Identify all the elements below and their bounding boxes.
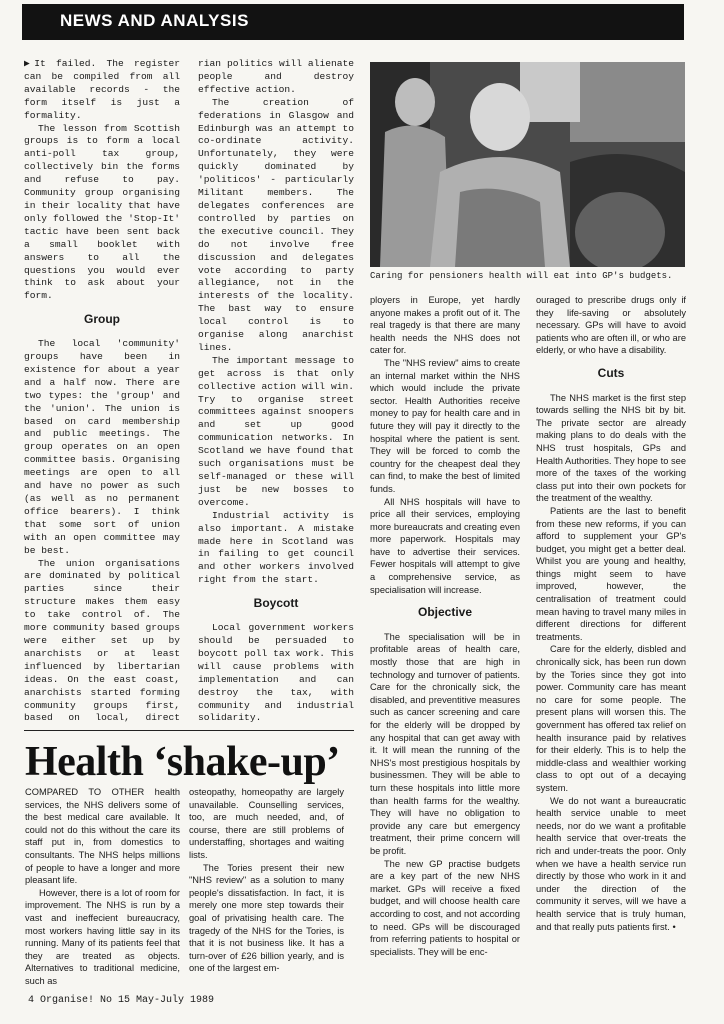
col3-para-1: ployers in Europe, yet hardly anyone makes a profit out of it. The real tragedy is that there are many health needs the NHS does not cater for. [370, 295, 520, 356]
subhead-group: Group [84, 312, 120, 327]
col3-para-2: The "NHS review" aims to create an internal market within the NHS which would include the private sector. Health Authorities receive money to pay for health care and in future they will pay it directly to the hospital where the patient is sent. They will be forced to comb the country for the cheapest deal they can find, to make the best of limited funds. [370, 357, 520, 494]
col2-para-3: The important message to get across is that only collective action will win. Try to organise street committees against snoopers and set up good communication networks. In Scotland we have found that such organisations must be self-managed or these will just be new bosses to overcome. [198, 354, 354, 508]
nhs-column-3 [370, 294, 520, 994]
section-title: NEWS AND ANALYSIS [60, 11, 249, 30]
health-column-2 [189, 786, 344, 986]
col3-para-4: The specialisation will be in profitable areas of health care, mostly those that are high in technology and turnover of patients. Care for the chronically sick, the disabled, and preventitive measures such as cancer screening and care for the elderly will be dropped by any hospital that can get away with it. It will mean the running of the NHS's most prestigious hospitals by businessmen. They will be able to turn these hospitals into little more than health farms for the wealthy. They will have no obligation to provide any care but emergency treatment, their prime concern will be profit. [370, 631, 520, 856]
end-mark-icon: • [672, 921, 676, 932]
subhead-objective: Objective [417, 605, 473, 620]
page-footer: 4 Organise! No 15 May-July 1989 [28, 995, 215, 1006]
col1-para-4: The union organisations are dominated by political parties since their structure makes them easy to take control of. The more community based groups were either set up by anarchists or at least influenced by libertarian ideas. On the east coast, anarchists started forming community groups first, based on local, direct [24, 557, 180, 723]
col2-para-4: Industrial activity is also important. A mistake made here in Scotland was in failing to get council and other workers involved right from the start. [198, 509, 354, 586]
col3-para-3: All NHS hospitals will have to price all their services, employing more bureaucrats and creating even more paperwork. Hospitals may have to advertise their services. Fewer hospitals will attempt to give a comprehensive service, as specialisation will increase. [370, 496, 520, 595]
health-column-1 [25, 786, 180, 986]
col4-para-4: Care for the elderly, disbled and chronically sick, has been run down by the Tories since they got into power. Community care has meant no care for some people. The present plans will worsen this. The government has offered tax relief on health insurance paid by relatives for their elderly. This is to help the middle-class and wealthier working class to opt out of a decaying system. [536, 644, 686, 793]
col4-para-1: ouraged to prescribe drugs only if they life-saving or absolutely necessary. GPs will have to avoid patients who are often ill, or who are elderly, or who have a disability. [536, 295, 686, 356]
photo-caption: Caring for pensioners health will eat into GP's budgets. [370, 271, 673, 281]
col3-para-5: The new GP practise budgets are a key part of the new NHS market. GPs will receive a fixed budget, and will choose health care according to cost, and not according to need. GPs will be discouraged from referring patients to hospital or specialists. They will be enc- [370, 858, 520, 957]
pensioners-photo-image [370, 62, 685, 267]
column-divider-rule [24, 730, 354, 731]
col2-para-5: Local government workers should be persuaded to boycott poll tax work. This will cause problems with implementation and can destroy the tax, with community and industrial solidarity. [198, 622, 354, 723]
subhead-boycott: Boycott [253, 596, 299, 611]
col4-para-2: The NHS market is the first step towards selling the NHS bit by bit. The private sector are already making plans to do deals with the NHS trust hospitals, GPs and Health Authorities. They hope to see more of the taxes of the working class put into their own pockets for the treatment of the wealthy. [536, 392, 686, 504]
health-para-3: osteopathy, homeopathy are largely unavailable. Counselling services, too, are much needed, and, of course, there are still problems of understaffing, shortages and waiting lists. [189, 787, 344, 860]
col1-para-1: ▶It failed. The register can be compiled from all available records - the form itself is just a formality. [24, 58, 180, 121]
subhead-cuts: Cuts [597, 365, 625, 380]
poll-tax-column-2 [198, 58, 354, 723]
col2-para-1: rian politics will alienate people and destroy effective action. [198, 58, 354, 95]
health-para-1: COMPARED TO OTHER health services, the NHS delivers some of the best medical care available. It could not do this without the care its staff put in, from domestics to consultants. The NHS helps millions of people to have a longer and more pleasant life. [25, 787, 180, 886]
col2-para-2: The creation of federations in Glasgow and Edinburgh was an attempt to co-ordinate activity. Unfortunately, they were quickly dominated by 'politicos' - particularly Militant members. The delegates conferences are controlled by parties on the executive council. They do not involve free discussion and delegates vote according to party allegiance, not in the interests of the locality. The bast way to ensure local control is to organise along anarchist lines. [198, 96, 354, 353]
nhs-column-4 [536, 294, 686, 994]
arrow-bullet-icon: ▶ [24, 58, 35, 69]
col4-para-3: Patients are the last to benefit from these new reforms, if you can afford to supplement your GP's budget, you might get a better deal. Whilst you are young and healthy, things might seem to have improved, however, the centralisation of treatment could mean having to travel many miles in different directions for different treatments. [536, 505, 686, 642]
health-para-4: The Tories present their new "NHS review" as a solution to many people's dissatisfaction. In fact, it is merely one more step towards their goal of privatising health care. The tragedy of the NHS for the Tories, is that it is not business like. It has a turn-over of £26 billion yearly, and is one of the largest em- [189, 862, 344, 974]
pensioners-photo [370, 62, 685, 267]
section-banner [22, 4, 684, 40]
col4-para-5: We do not want a bureaucratic health service unable to meet needs, nor do we want a profitable health service that over-treats the rich and under-treats the poor. Only when we have a health service run directly by those who work in it and under the direction of the community it serves, will we have a health service that is truly human, and that really puts patients first. • [536, 795, 686, 932]
headline: Health ‘shake-up’ [25, 739, 340, 785]
health-para-2: However, there is a lot of room for improvement. The NHS is run by a vast and ineffecient bureaucracy, most workers having little say in its running. Many of its patients feel that they are treated as objects. Alternatives to traditional medicine, such as [25, 887, 180, 986]
col1-para-2: The lesson from Scottish groups is to form a local anti-poll tax group, collectively bin the forms and refuse to pay. Community group organising in their locality that have only followed the 'Stop-It' tactic have been sent back a small booklet with answers to all the questions you would ever think to ask about your form. [24, 122, 180, 302]
col1-para-3: The local 'community' groups have been in existence for about a year and a half now. There are two types: the 'group' and the 'union'. The union is based on card membership and public meetings. The group operates on an open committee basis. Organising meetings are open to all and have no power as such (as well as no permanent office bearers). I think that some sort of union with an open committee may be best. [24, 338, 180, 556]
poll-tax-column-1 [24, 58, 180, 723]
